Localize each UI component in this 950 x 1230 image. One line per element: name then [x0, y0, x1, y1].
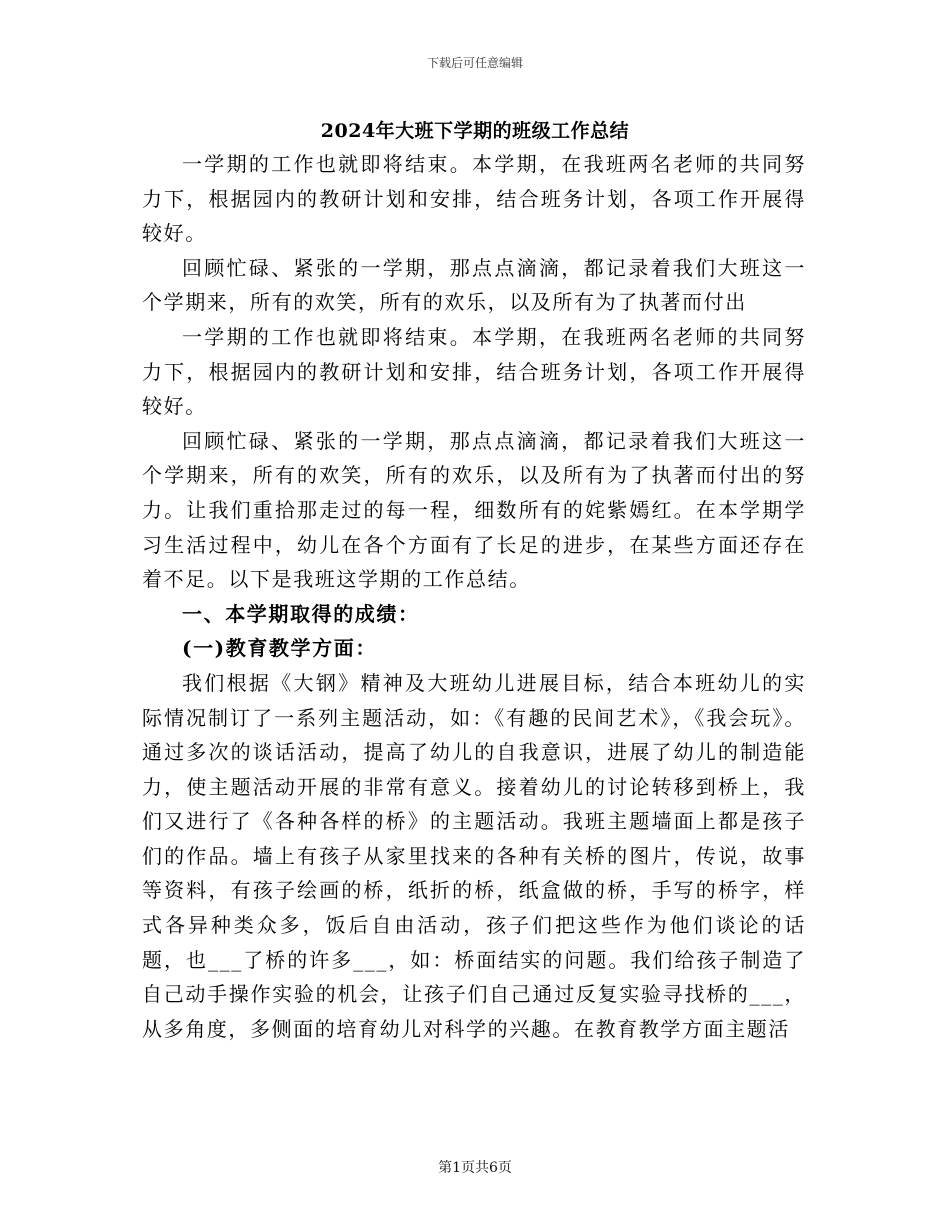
- paragraph: 回顾忙碌、紧张的一学期，那点点滴滴，都记录着我们大班这一个学期来，所有的欢笑，所有的欢乐，以及所有为了执著而付出: [142, 255, 806, 315]
- paragraph: 回顾忙碌、紧张的一学期，那点点滴滴，都记录着我们大班这一个学期来，所有的欢笑，所有的欢乐，以及所有为了执著而付出的努力。让我们重拾那走过的每一程，细数所有的姹紫嫣红。在本学期学习生活过程中，幼儿在各个方面有了长足的进步，在某些方面还存在着不足。以下是我班这学期的工作总结。: [142, 428, 806, 592]
- paragraph: 一学期的工作也就即将结束。本学期，在我班两名老师的共同努力下，根据园内的教研计划和安排，结合班务计划，各项工作开展得较好。: [142, 324, 806, 419]
- document-title: 2024年大班下学期的班级工作总结: [320, 120, 630, 142]
- paragraph: 一学期的工作也就即将结束。本学期，在我班两名老师的共同努力下，根据园内的教研计划和安排，结合班务计划，各项工作开展得较好。: [142, 152, 806, 246]
- paragraph: 我们根据《大钢》精神及大班幼儿进展目标，结合本班幼儿的实际情况制订了一系列主题活动，如：《有趣的民间艺术》，《我会玩》。通过多次的谈话活动，提高了幼儿的自我意识，进展了幼儿的制造能力，使主题活动开展的非常有意义。接着幼儿的讨论转移到桥上，我们又进行了《各种各样的桥》的主题活动。我班主题墙面上都是孩子们的作品。墙上有孩子从家里找来的各种有关桥的图片，传说，故事等资料，有孩子绘画的桥，纸折的桥，纸盒做的桥，手写的桥字，样式各异种类众多，饭后自由活动，孩子们把这些作为他们谈论的话题，也___了桥的许多___，如：桥面结实的问题。我们给孩子制造了自己动手操作实验的机会，让孩子们自己通过反复实验寻找桥的___，从多角度，多侧面的培育幼儿对科学的兴趣。在教育教学方面主题活: [142, 670, 806, 1041]
- subsection-heading: (一)教育教学方面：: [182, 636, 377, 661]
- section-heading: 一、本学期取得的成绩：: [182, 601, 420, 626]
- document-body: [142, 147, 806, 1046]
- page-number: 第1页共6页: [438, 1160, 512, 1176]
- header-note: 下载后可任意编辑: [426, 56, 523, 70]
